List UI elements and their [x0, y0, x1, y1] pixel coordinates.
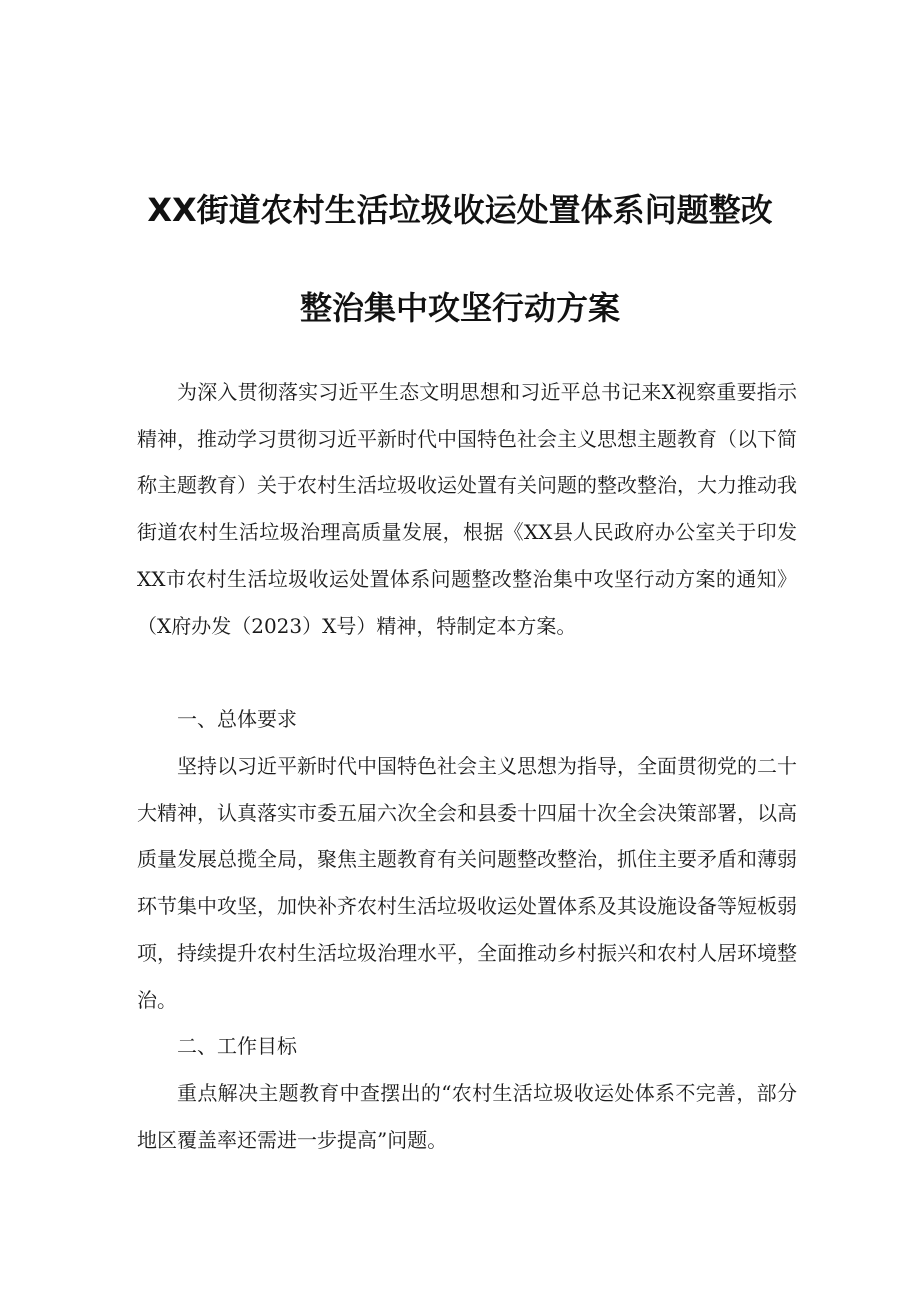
document-title-line-1: XX街道农村生活垃圾收运处置体系问题整改 — [147, 191, 773, 229]
intro-paragraph-block — [137, 369, 797, 649]
section-2-paragraph: 重点解决主题教育中查摆出的“农村生活垃圾收运处体系不完善，部分地区覆盖率还需进一步提高”问题。 — [137, 1081, 797, 1152]
section-1-paragraph: 坚持以习近平新时代中国特色社会主义思想为指导，全面贯彻党的二十大精神，认真落实市委五届六次全会和县委十四届十次全会决策部署，以高质量发展总揽全局，聚焦主题教育有关问题整改整治，抓住主要矛盾和薄弱环节集中攻坚，加快补齐农村生活垃圾收运处置体系及其设施设备等短板弱项，持续提升农村生活垃圾治理水平，全面推动乡村振兴和农村人居环境整治。 — [137, 754, 797, 1012]
section-2-heading: 二、工作目标 — [177, 1034, 297, 1058]
section-1-paragraph-block — [137, 743, 797, 1023]
section-2-paragraph-block — [137, 1070, 797, 1163]
intro-paragraph: 为深入贯彻落实习近平生态文明思想和习近平总书记来X视察重要指示精神，推动学习贯彻习近平新时代中国特色社会主义思想主题教育（以下简称主题教育）关于农村生活垃圾收运处置有关问题的整改整治，大力推动我街道农村生活垃圾治理高质量发展，根据《XX县人民政府办公室关于印发XX市农村生活垃圾收运处置体系问题整改整治集中攻坚行动方案的通知》（X府办发（2023）X号）精神，特制定本方案。 — [137, 380, 797, 638]
document-title-line-2: 整治集中攻坚行动方案 — [299, 289, 620, 327]
section-2-heading-block — [137, 1023, 797, 1070]
section-1-heading-block — [137, 696, 797, 743]
section-1-heading: 一、总体要求 — [177, 707, 297, 731]
